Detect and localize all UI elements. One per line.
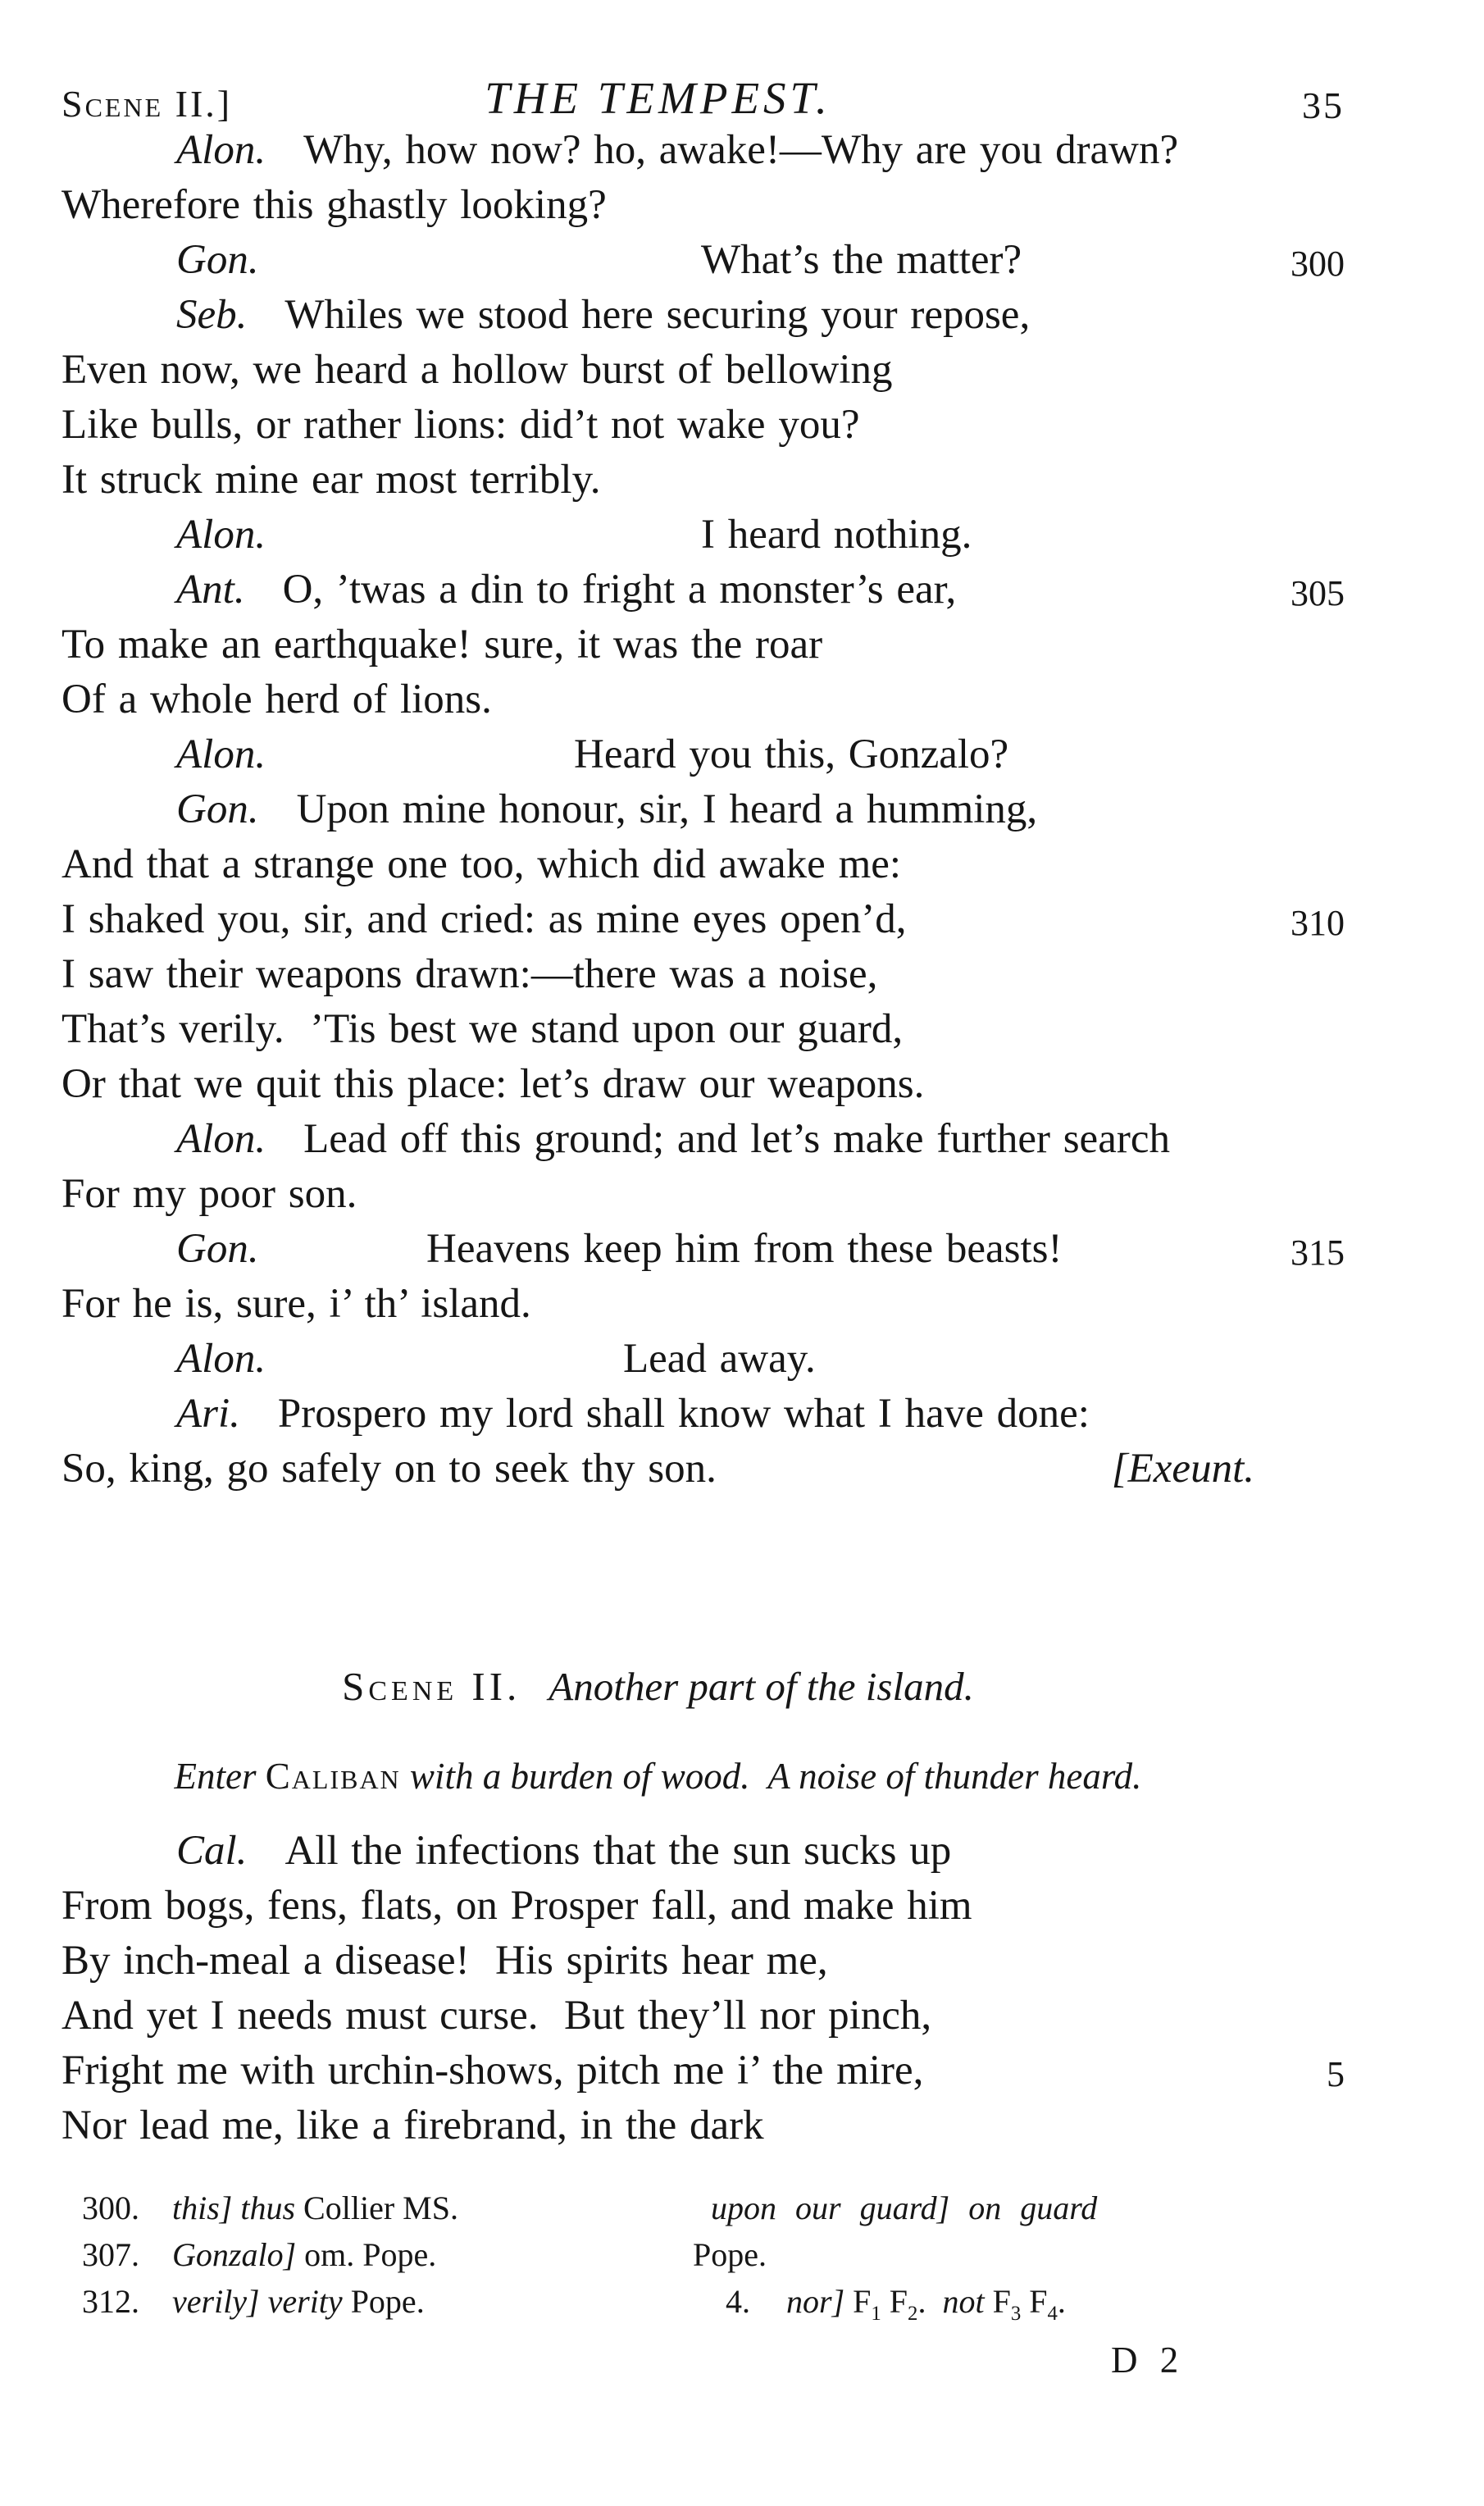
verse-line (0, 1387, 1484, 1442)
verse-text: Like bulls, or rather lions: did’t not wake you? (61, 402, 860, 448)
folio-subscript: 3 (1010, 2303, 1022, 2325)
verse-text: For he is, sure, i’ th’ island. (61, 1281, 531, 1327)
page-header (0, 0, 1484, 139)
verse-text: Whiles we stood here securing your repose, (285, 292, 1031, 338)
stage-direction (61, 1755, 1254, 1797)
verse-text: Fright me with urchin-shows, pitch me i’ the mire, (61, 2048, 924, 2094)
speech-prefix: Seb. (176, 292, 248, 338)
text-segment: F (1021, 2283, 1048, 2320)
verse-line (0, 2044, 1484, 2098)
verse-line (0, 782, 1484, 837)
scene-heading-label: Scene II. (342, 1664, 521, 1709)
text-segment: . (1057, 2283, 1066, 2320)
text-segment: not (942, 2283, 993, 2320)
verse-text: O, ’twas a din to fright a monster’s ear, (282, 567, 957, 613)
folio-subscript: 4 (1047, 2303, 1058, 2325)
verse-line (0, 1934, 1484, 1989)
verse-text: I shaked you, sir, and cried: as mine eyes open’d, (61, 896, 907, 942)
footnote-line-ref: 307. (82, 2236, 139, 2273)
folio-subscript: 2 (908, 2303, 918, 2325)
speech-prefix: Gon. (176, 786, 259, 832)
line-number: 5 (1327, 2054, 1345, 2094)
verse-text: It struck mine ear most terribly. (61, 457, 601, 503)
speech-prefix: Ant. (176, 567, 245, 613)
verse-text: Why, how now? ho, awake!—Why are you drawn? (303, 127, 1179, 173)
text-segment: upon our guard] on guard (711, 2189, 1098, 2226)
line-number: 315 (1291, 1232, 1345, 1273)
footnote-line-ref: 4. (726, 2283, 750, 2320)
verse-text: Nor lead me, like a firebrand, in the dark (61, 2103, 764, 2148)
text-segment: this] thus (172, 2189, 304, 2226)
text-segment: F (992, 2283, 1011, 2320)
speech-prefix: Cal. (176, 1828, 248, 1874)
verse-continuation: Heavens keep him from these beasts! (426, 1226, 1063, 1272)
footnote-entry (693, 2278, 1250, 2325)
verse-text: And that a strange one too, which did awake me: (61, 841, 902, 887)
folio-subscript: 1 (871, 2303, 881, 2325)
footnote-line-ref: 312. (82, 2283, 139, 2320)
text-segment: F (853, 2283, 872, 2320)
verse-text: Or that we quit this place: let’s draw our weapons. (61, 1061, 925, 1107)
verse-text: By inch-meal a disease! His spirits hear me, (61, 1938, 828, 1984)
exeunt-direction: [Exeunt. (1111, 1446, 1254, 1492)
verse-text: And yet I needs must curse. But they’ll nor pinch, (61, 1993, 932, 2039)
verse-line (0, 1002, 1484, 1057)
text-segment: om. Pope. (304, 2236, 437, 2273)
speech-prefix: Ari. (176, 1391, 240, 1437)
verse-text: Prospero my lord shall know what I have done: (277, 1391, 1090, 1437)
footnote-entry (693, 2185, 1250, 2231)
text-segment: Collier MS. (303, 2189, 458, 2226)
speech-prefix: Alon. (176, 1336, 266, 1382)
line-number: 305 (1291, 573, 1345, 613)
line-number: 310 (1291, 903, 1345, 943)
verse-line (0, 892, 1484, 947)
verse-line (0, 508, 1484, 563)
text-segment: Caliban (265, 1756, 401, 1797)
verse-text: That’s verily. ’Tis best we stand upon our guard, (61, 1006, 904, 1052)
verse-line (0, 563, 1484, 617)
footnote-left-column (82, 2185, 640, 2325)
verse-line (0, 672, 1484, 727)
verse-continuation: Lead away. (623, 1336, 816, 1382)
line-number: 300 (1291, 244, 1345, 284)
text-segment: Pope. (693, 2236, 767, 2273)
running-title: THE TEMPEST. (485, 73, 831, 123)
footnote-entry (693, 2231, 1250, 2278)
verse-line (0, 617, 1484, 672)
footnote-right-column (693, 2185, 1250, 2325)
verse-text: To make an earthquake! sure, it was the roar (61, 622, 823, 668)
verse-continuation: I heard nothing. (701, 512, 972, 558)
verse-line (0, 727, 1484, 782)
text-segment: Enter (174, 1756, 266, 1797)
verse-text: From bogs, fens, flats, on Prosper fall, and make him (61, 1883, 972, 1929)
speech-prefix: Alon. (176, 512, 266, 558)
text-segment: . (917, 2283, 943, 2320)
footnote-entry (82, 2278, 640, 2325)
verse-line (0, 178, 1484, 233)
speech-prefix: Alon. (176, 127, 266, 173)
verse-line (0, 1824, 1484, 1879)
speech-prefix: Alon. (176, 731, 266, 777)
verse-text: Upon mine honour, sir, I heard a humming, (296, 786, 1038, 832)
footnote-line-ref: 300. (82, 2189, 139, 2226)
act2-scene1-verse-block (0, 123, 1484, 1497)
speech-prefix: Gon. (176, 1226, 259, 1272)
verse-line (0, 2098, 1484, 2153)
text-segment: nor] (786, 2283, 854, 2320)
signature-mark: D 2 (1111, 2340, 1186, 2381)
verse-line (0, 1989, 1484, 2044)
speech-prefix: Gon. (176, 237, 259, 283)
verse-line (0, 233, 1484, 288)
footnote-entry (82, 2231, 640, 2278)
footnote-entry (82, 2185, 640, 2231)
text-segment: Pope. (350, 2283, 425, 2320)
verse-text: So, king, go safely on to seek thy son. (61, 1446, 717, 1492)
verse-line (0, 453, 1484, 508)
scene2-verse-block (0, 1824, 1484, 2153)
verse-text: Wherefore this ghastly looking? (61, 182, 607, 228)
verse-line (0, 343, 1484, 398)
verse-text: For my poor son. (61, 1171, 357, 1217)
scene-heading-location: Another part of the island. (549, 1664, 974, 1709)
page-number: 35 (1302, 84, 1345, 126)
verse-line (0, 288, 1484, 343)
text-segment: Gonzalo] (172, 2236, 305, 2273)
verse-line (0, 1057, 1484, 1112)
text-segment: with a burden of wood. A noise of thunder heard. (400, 1756, 1142, 1797)
verse-continuation: What’s the matter? (701, 237, 1022, 283)
verse-line (0, 1442, 1484, 1497)
verse-text: All the infections that the sun sucks up (285, 1828, 952, 1874)
verse-line (0, 1277, 1484, 1332)
verse-line (0, 1222, 1484, 1277)
verse-continuation: Heard you this, Gonzalo? (574, 731, 1009, 777)
verse-line (0, 1879, 1484, 1934)
verse-text: Of a whole herd of lions. (61, 677, 492, 722)
verse-line (0, 398, 1484, 453)
text-segment: F (881, 2283, 908, 2320)
verse-line (0, 947, 1484, 1002)
verse-text: Even now, we heard a hollow burst of bellowing (61, 347, 893, 393)
scene-heading (61, 1663, 1254, 1710)
verse-text: Lead off this ground; and let’s make further search (303, 1116, 1170, 1162)
scene-label: Scene II.] (61, 83, 233, 125)
verse-line (0, 1167, 1484, 1222)
verse-text: I saw their weapons drawn:—there was a noise, (61, 951, 878, 997)
verse-line (0, 1332, 1484, 1387)
speech-prefix: Alon. (176, 1116, 266, 1162)
text-segment: verily] verity (172, 2283, 351, 2320)
verse-line (0, 1112, 1484, 1167)
verse-line (0, 123, 1484, 178)
verse-line (0, 837, 1484, 892)
